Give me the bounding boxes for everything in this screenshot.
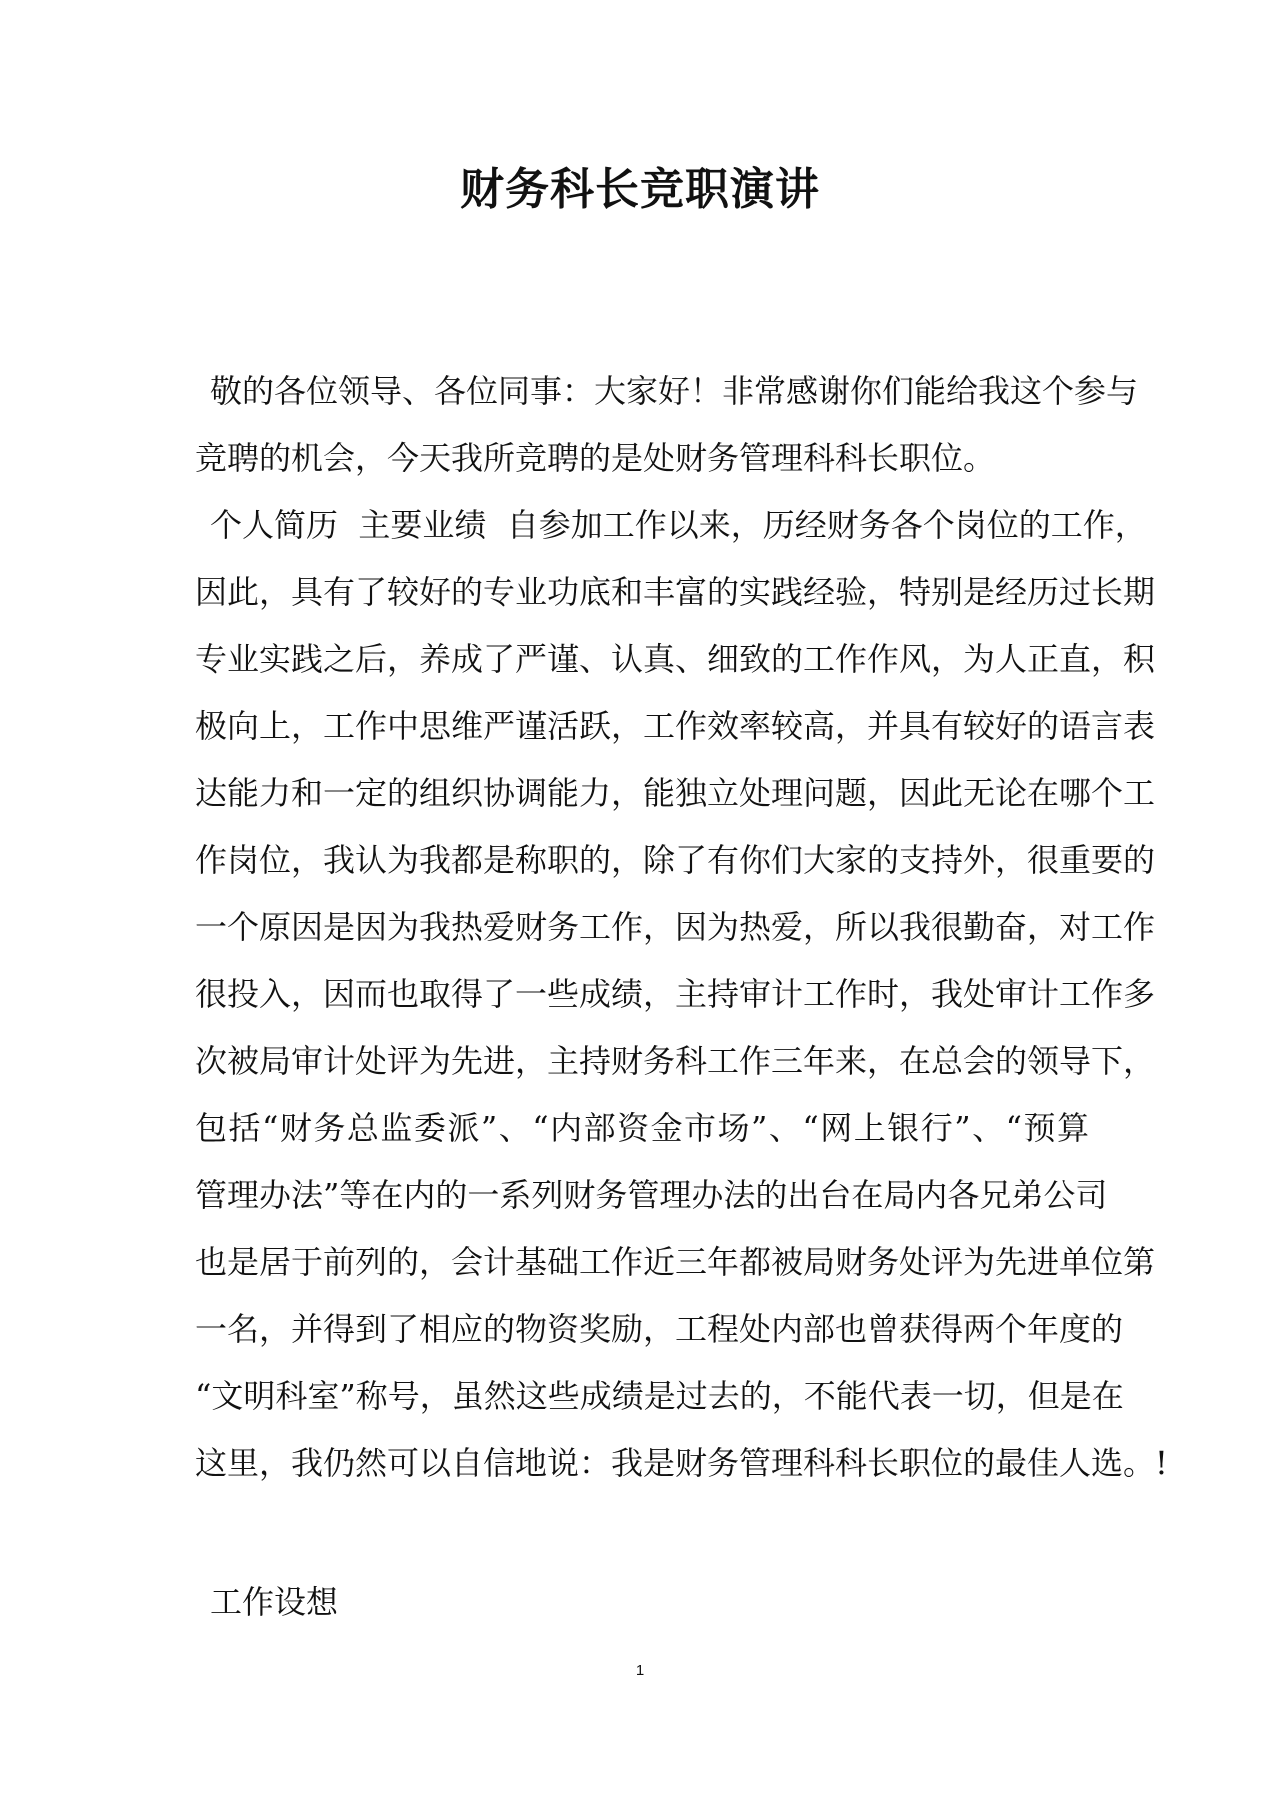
paragraph-line: 竞聘的机会，今天我所竞聘的是处财务管理科科长职位。 — [195, 439, 996, 477]
document-title: 财务科长竞职演讲 — [460, 164, 820, 215]
paragraph-line: 这里，我仍然可以自信地说：我是财务管理科科长职位的最佳人选。! — [195, 1444, 1168, 1482]
paragraph-line: 达能力和一定的组织协调能力，能独立处理问题，因此无论在哪个工 — [195, 774, 1156, 812]
paragraph-line: 次被局审计处评为先进，主持财务科工作三年来，在总会的领导下， — [195, 1042, 1156, 1080]
paragraph-line: 包括“财务总监委派”、“内部资金市场”、“网上银行”、“预算 — [195, 1109, 1089, 1147]
section-heading: 工作设想 — [210, 1583, 339, 1621]
paragraph-line: 也是居于前列的，会计基础工作近三年都被局财务处评为先进单位第 — [195, 1243, 1156, 1281]
paragraph-line: 极向上，工作中思维严谨活跃，工作效率较高，并具有较好的语言表 — [195, 707, 1156, 745]
paragraph-line: 作岗位，我认为我都是称职的，除了有你们大家的支持外，很重要的 — [195, 841, 1156, 879]
paragraph-line: “文明科室”称号，虽然这些成绩是过去的，不能代表一切，但是在 — [195, 1377, 1124, 1415]
paragraph-line: 一名，并得到了相应的物资奖励，工程处内部也曾获得两个年度的 — [195, 1310, 1124, 1348]
page-number: 1 — [635, 1662, 645, 1679]
paragraph-line: 一个原因是因为我热爱财务工作，因为热爱，所以我很勤奋，对工作 — [195, 908, 1156, 946]
paragraph-line: 个人简历 主要业绩 自参加工作以来，历经财务各个岗位的工作， — [210, 506, 1147, 544]
paragraph-line: 因此，具有了较好的专业功底和丰富的实践经验，特别是经历过长期 — [195, 573, 1156, 611]
paragraph-line: 敬的各位领导、各位同事：大家好！非常感谢你们能给我这个参与 — [210, 372, 1139, 410]
paragraph-line: 很投入，因而也取得了一些成绩，主持审计工作时，我处审计工作多 — [195, 975, 1156, 1013]
paragraph-line: 专业实践之后，养成了严谨、认真、细致的工作作风，为人正直，积 — [195, 640, 1156, 678]
paragraph-line: 管理办法”等在内的一系列财务管理办法的出台在局内各兄弟公司 — [195, 1176, 1108, 1214]
